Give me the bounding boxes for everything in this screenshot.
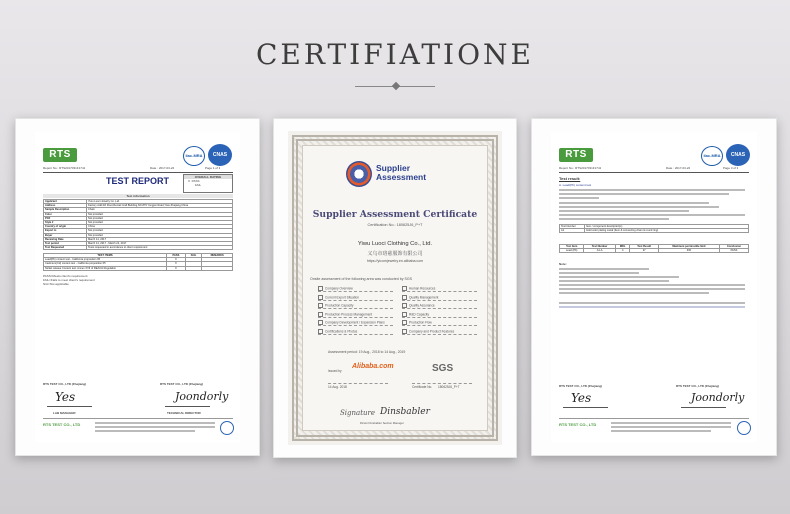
assessment-item-label: R&D Capacity bbox=[409, 311, 430, 316]
item-underline bbox=[318, 317, 393, 318]
table-row bbox=[44, 266, 233, 270]
tests-cell: X bbox=[167, 258, 186, 262]
info-label: Sample Description bbox=[44, 208, 87, 212]
assessment-item-label: Production Capacity bbox=[325, 303, 354, 308]
signature-label: Signature bbox=[340, 409, 376, 417]
info-label: Receiving Date bbox=[44, 237, 87, 241]
info-value: Not provided bbox=[87, 216, 233, 220]
report-title: TEST REPORT bbox=[105, 176, 169, 186]
info-value: Yiwu Luoci Jewelry Co.,Ltd. bbox=[87, 200, 233, 204]
supplier-certificate-page bbox=[288, 131, 502, 445]
company-left: RTS TEST CO., LTD (Zhejiang) bbox=[559, 384, 603, 388]
sign-line-left bbox=[47, 406, 92, 407]
signature-footnote: Dirwin Dinsbabler Section Manager bbox=[360, 421, 404, 425]
item-underline bbox=[402, 317, 477, 318]
certificate-frame-test-result[interactable] bbox=[531, 118, 777, 456]
item-underline bbox=[318, 300, 393, 301]
note-text bbox=[559, 288, 745, 290]
info-value: March 14, 2017 - March 22, 2017 bbox=[87, 242, 233, 246]
method-text bbox=[559, 202, 709, 204]
method-text bbox=[559, 206, 719, 208]
note-text bbox=[559, 272, 639, 274]
header-line bbox=[43, 172, 233, 173]
report-number: Report No.: RTS2017031F1741 bbox=[43, 166, 86, 170]
cnas-logo-icon: CNAS bbox=[726, 144, 750, 166]
item-underline bbox=[402, 300, 477, 301]
rating-label: OVERALL RATING bbox=[184, 175, 232, 179]
info-label: Country of origin bbox=[44, 225, 87, 229]
lead-test-heading: A. Lead(Pb) content test bbox=[559, 183, 592, 187]
sign-line-right bbox=[681, 407, 726, 408]
info-label: Color bbox=[44, 212, 87, 216]
assessment-item-label: Current Export Situation bbox=[325, 294, 360, 299]
footer-text bbox=[611, 422, 731, 424]
result-header-cell: Conclusion bbox=[720, 245, 749, 249]
item-underline bbox=[318, 308, 393, 309]
note: N/A=Not applicable bbox=[43, 282, 69, 286]
method-text bbox=[559, 197, 599, 199]
info-header: Test information bbox=[43, 194, 233, 198]
signature-left: Yes bbox=[55, 390, 76, 404]
note-text bbox=[559, 276, 679, 278]
issuer-line bbox=[328, 383, 388, 384]
table-row bbox=[44, 246, 233, 250]
result-header-cell: Test Result bbox=[630, 245, 658, 249]
remark-text bbox=[559, 302, 745, 304]
note: PASS=Meets client's requirement bbox=[43, 274, 88, 278]
result-header-cell: Maximum permissible limit bbox=[658, 245, 719, 249]
tests-header-cell: REMARKS bbox=[202, 254, 233, 258]
result-cell: 27 bbox=[630, 249, 658, 253]
company-left: RTS TEST CO., LTD (Zhejiang) bbox=[43, 382, 87, 386]
info-label: PO# bbox=[44, 216, 87, 220]
signature-handwriting: Dinsbabler bbox=[380, 407, 430, 417]
result-cell: 300 bbox=[658, 249, 719, 253]
tests-header-cell: PASS bbox=[167, 254, 186, 258]
tests-cell bbox=[185, 266, 201, 270]
info-value: Not provided bbox=[87, 212, 233, 216]
info-value: Tests requested in accordance to client requirement bbox=[87, 246, 233, 250]
result-cell: 4 bbox=[615, 249, 630, 253]
info-label: Test Requested bbox=[44, 246, 87, 250]
rts-logo: RTS bbox=[559, 148, 593, 162]
result-cell: A1-A bbox=[584, 249, 616, 253]
test-report-page bbox=[35, 132, 240, 442]
item-underline bbox=[318, 334, 393, 335]
supplier-assessment-brand bbox=[376, 164, 426, 182]
test-result-heading: Test result: bbox=[559, 176, 581, 181]
tests-header-cell: TEST ITEMS bbox=[44, 254, 167, 258]
note: FAIL=Fails to meet client's requirement bbox=[43, 278, 95, 282]
tests-cell bbox=[202, 266, 233, 270]
method-text bbox=[559, 218, 669, 220]
info-value: Factory Add:4th Floor,Rental Craft Building,NO.879 Yongjun Road,Yiwu,Zhejiang,China bbox=[87, 204, 233, 208]
report-page: Page 3 of 3 bbox=[723, 166, 739, 170]
assessment-period: Assessment period: 19 Aug., 2018 to 14 Aug., 2019 bbox=[328, 350, 406, 354]
assessment-item-label: Human Resources bbox=[409, 286, 436, 291]
ilac-mra-logo-icon: ilac-MRA bbox=[701, 146, 723, 166]
overall-rating-box: OVERALL RATING X PASS FAIL bbox=[183, 174, 233, 193]
info-label: Applicant bbox=[44, 200, 87, 204]
ilac-mra-logo-icon: ilac-MRA bbox=[183, 146, 205, 166]
assessment-item-label: Company Overview bbox=[325, 286, 353, 291]
brand-line-2: Assessment bbox=[376, 172, 427, 182]
assessment-item-label: Quality Management bbox=[409, 294, 439, 299]
tests-cell: Nickel release Content test: Annex XVII of REACH Regulation bbox=[44, 266, 167, 270]
supplier-assessment-logo-icon bbox=[346, 161, 372, 187]
cnas-logo-icon: CNAS bbox=[208, 144, 232, 166]
certificate-line bbox=[412, 383, 472, 384]
note-text bbox=[559, 284, 745, 286]
rts-logo: RTS bbox=[43, 148, 77, 162]
sample-table: Test Number Item / component description(s) A1 Gold color plating metal (Item & connecting chain & round ring) bbox=[559, 224, 749, 233]
rating-fail: FAIL bbox=[195, 183, 202, 187]
footer-text bbox=[95, 426, 215, 428]
info-value: Chain bbox=[87, 208, 233, 212]
certificate-intro: Onsite assessment of the following area was conducted by SGS bbox=[310, 277, 413, 281]
certificate-frame-test-report[interactable] bbox=[15, 118, 260, 456]
assessment-item-label: Company Development / Expansion Plans bbox=[325, 320, 385, 325]
info-table bbox=[43, 199, 233, 250]
footer-logo: RTS TEST CO., LTD bbox=[559, 422, 597, 427]
footer-stamp-icon bbox=[220, 421, 234, 435]
note-text bbox=[559, 292, 709, 294]
result-cell: PASS bbox=[720, 249, 749, 253]
note-text bbox=[559, 268, 649, 270]
item-underline bbox=[402, 325, 477, 326]
notes-block bbox=[43, 274, 95, 286]
info-value: Not provided bbox=[87, 221, 233, 225]
test-result-page bbox=[551, 132, 757, 442]
result-header-cell: Test Number bbox=[584, 245, 616, 249]
tests-cell: Cadmium(Cd) content test - California proposition 65 bbox=[44, 262, 167, 266]
footer-line bbox=[43, 418, 233, 419]
assessment-item-label: Production Flow bbox=[409, 320, 432, 325]
certificate-url: https://yicomjewelry.en.alibaba.com bbox=[366, 259, 424, 263]
info-value: March 14, 2017 bbox=[87, 237, 233, 241]
issued-by-label: Issued by bbox=[328, 369, 342, 373]
info-label: Buyer bbox=[44, 233, 87, 237]
footer-text bbox=[95, 430, 195, 432]
signer-right-title: TECHNICAL DIRECTOR bbox=[167, 411, 201, 415]
result-header-cell: Test Item bbox=[560, 245, 584, 249]
info-label: Export to bbox=[44, 229, 87, 233]
info-value: China bbox=[87, 225, 233, 229]
item-underline bbox=[402, 308, 477, 309]
brand-line-1: Supplier bbox=[376, 163, 411, 173]
note-text bbox=[559, 280, 669, 282]
certificate-title: Supplier Assessment Certificate bbox=[312, 209, 478, 220]
item-underline bbox=[402, 291, 477, 292]
method-text bbox=[559, 193, 729, 195]
certificate-number: Certification No.: 180625J6_P+T bbox=[367, 223, 423, 227]
sign-line-right bbox=[165, 406, 210, 407]
certificate-company: Yiwu Luoci Clothing Co., Ltd. bbox=[357, 241, 433, 247]
notes-label: Note: bbox=[559, 262, 567, 266]
page-heading: CERTIFIATIONE bbox=[256, 38, 534, 71]
issued-date: 14 Aug. 2018 bbox=[328, 385, 347, 389]
method-text bbox=[559, 189, 745, 191]
report-page: Page 1 of 3 bbox=[205, 166, 221, 170]
certificate-no-label: Certificate No. bbox=[412, 385, 433, 389]
info-label: Address bbox=[44, 204, 87, 208]
item-underline bbox=[402, 334, 477, 335]
signature-right: Joondorly bbox=[175, 390, 229, 403]
footer-line bbox=[559, 418, 749, 419]
sgs-logo: SGS bbox=[432, 363, 454, 374]
sign-line-left bbox=[563, 407, 608, 408]
alibaba-logo: Alibaba.com bbox=[352, 363, 394, 370]
remark-text bbox=[559, 306, 745, 308]
method-text bbox=[559, 210, 689, 212]
info-value: Not provided bbox=[87, 229, 233, 233]
company-right: RTS TEST CO., LTD (Zhejiang) bbox=[676, 384, 720, 388]
certificate-no-value: 180625J6_P+T bbox=[438, 385, 460, 389]
rating-pass: PASS bbox=[191, 179, 200, 183]
assessment-item-label: Company and Product Features bbox=[409, 328, 455, 333]
tests-cell: Lead(Pb) content test - California proposition 65 bbox=[44, 258, 167, 262]
signature-left: Yes bbox=[571, 391, 592, 405]
company-right: RTS TEST CO., LTD (Zhejiang) bbox=[160, 382, 204, 386]
item-underline bbox=[318, 291, 393, 292]
report-date: Date : 2017-03-22 bbox=[666, 166, 691, 170]
footer-logo: RTS TEST CO., LTD bbox=[43, 422, 81, 427]
info-label: Test period bbox=[44, 242, 87, 246]
tests-cell: X bbox=[167, 266, 186, 270]
item-underline bbox=[318, 325, 393, 326]
method-text bbox=[559, 214, 745, 216]
signer-left-title: LAB MANAGER bbox=[53, 411, 76, 415]
assessment-item-label: Production Process Management bbox=[325, 311, 373, 316]
signature-right: Joondorly bbox=[691, 391, 745, 404]
footer-text bbox=[95, 422, 215, 424]
tests-header-cell: FAIL bbox=[185, 254, 201, 258]
info-label: Style # bbox=[44, 221, 87, 225]
tests-cell: X bbox=[167, 262, 186, 266]
info-value: Not provided bbox=[87, 233, 233, 237]
report-date: Date : 2017-03-22 bbox=[150, 166, 175, 170]
tests-table bbox=[43, 253, 233, 271]
assessment-item-label: Quality Assurance bbox=[409, 303, 435, 308]
result-header-cell: MDL bbox=[615, 245, 630, 249]
footer-text bbox=[611, 426, 731, 428]
result-table bbox=[559, 244, 749, 253]
report-number: Report No.: RTS2017031F1741 bbox=[559, 166, 602, 170]
footer-text bbox=[611, 430, 711, 432]
certificate-company-cn: 义乌市珞慈服饰有限公司 bbox=[367, 251, 423, 257]
assessment-item-label: Certifications & Photos bbox=[325, 328, 358, 333]
header-line bbox=[559, 172, 749, 173]
heading-divider-ornament bbox=[392, 82, 400, 90]
certificate-frame-supplier-assessment[interactable] bbox=[273, 118, 517, 458]
result-cell: Lead (Pb) bbox=[560, 249, 584, 253]
footer-stamp-icon bbox=[737, 421, 751, 435]
